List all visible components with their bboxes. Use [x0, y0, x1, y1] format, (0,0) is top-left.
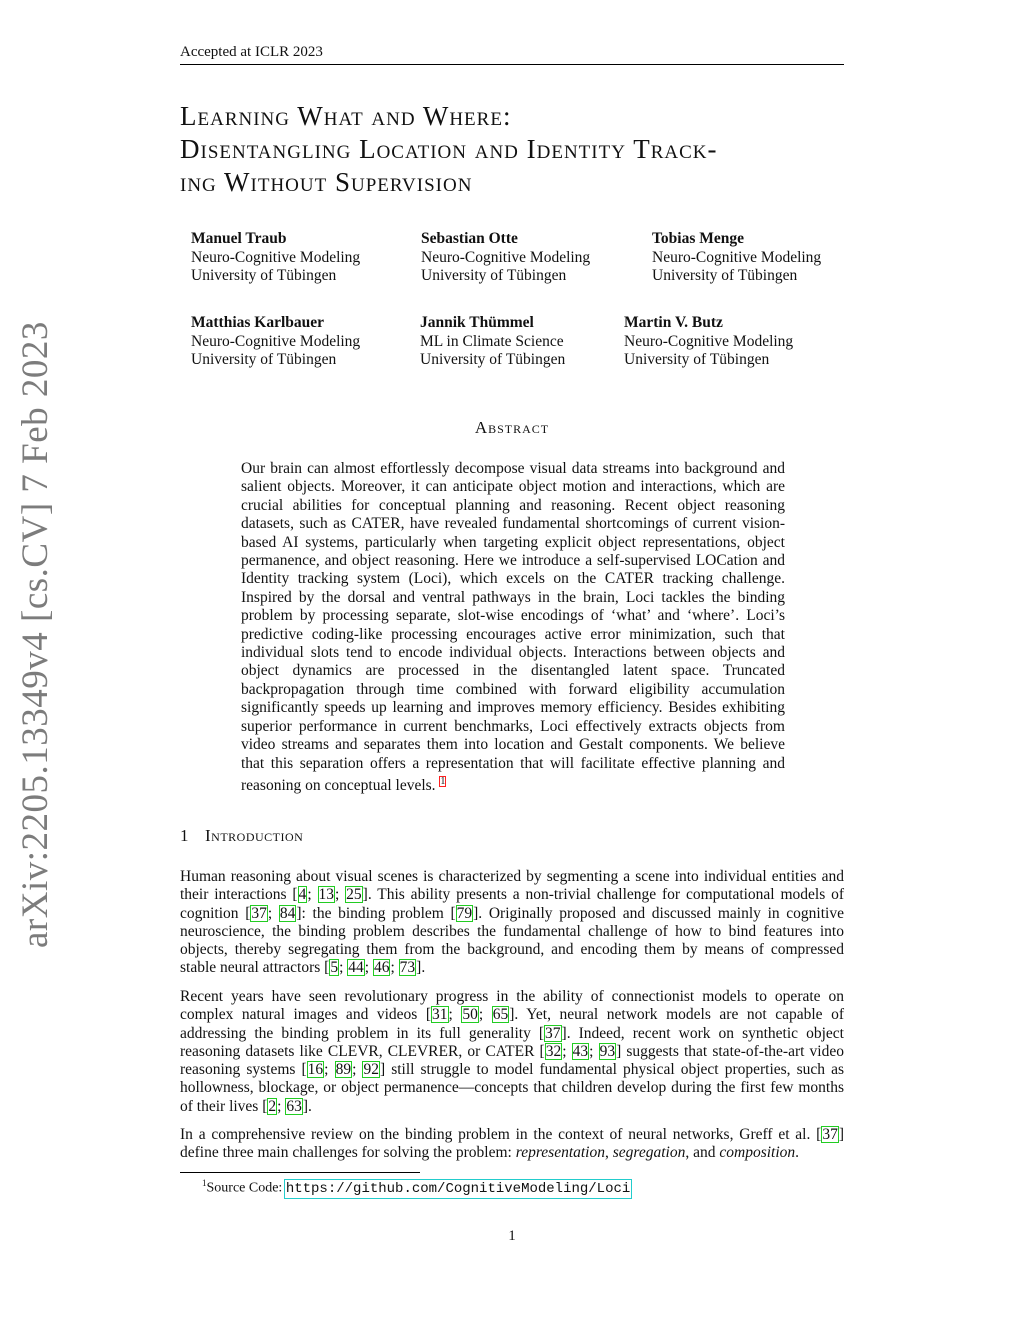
author-name: Matthias Karlbauer: [191, 314, 325, 331]
abstract-text: Our brain can almost effortlessly decompose visual data streams into background and salient objects. Moreover, it can anticipate object motion and interactions, which are crucial abilities for conceptual planning and reasoning. Recent object reasoning datasets, such as CATER, have revealed fundamental shortcomings of current vision-based AI systems, particularly when targeting explicit object representations, object permanence, and object reasoning. Here we introduce a self-supervised LOCation and Identity tracking system (Loci), which excels on the CATER tracking challenge. Inspired by the dorsal and ventral pathways in the brain, Loci tackles the binding problem by processing separate, slot-wise encodings of ‘what’ and ‘where’. Loci’s predictive coding-like processing encourages active error minimization, such that individual slots tend to encode individual objects. Interactions between objects and object dynamics are processed in the disentangled latent space. Truncated backpropagation through time combined with forward eligibility accumulation significantly speeds up learning and improves memory efficiency. Besides exhibiting superior performance in current benchmarks, Loci effectively extracts objects from video streams and separates them into location and Gestalt components. We believe that this separation offers a representation that will facilitate effective planning and reasoning on conceptual levels.: [241, 460, 785, 795]
citation-link[interactable]: 79: [456, 904, 473, 922]
citation-link[interactable]: 16: [307, 1061, 324, 1079]
paragraph-text: ,: [605, 1144, 613, 1162]
citation-link[interactable]: 89: [335, 1061, 352, 1079]
section-title: Introduction: [205, 826, 304, 845]
paragraph-text: Recent years have seen revolutionary progress in the ability of connectionist models to operate on complex natural images and videos [: [180, 988, 844, 1024]
author-name: Tobias Menge: [652, 230, 745, 247]
author-affiliation: Neuro-Cognitive Modeling: [652, 248, 822, 266]
paragraph-text: ] define three main challenges for solving the problem:: [180, 1126, 844, 1162]
author-name: Martin V. Butz: [624, 314, 723, 331]
author-affiliation: Neuro-Cognitive Modeling: [421, 248, 591, 266]
citation-link[interactable]: 43: [572, 1042, 589, 1060]
section-heading: [180, 826, 303, 846]
author-block: [191, 314, 360, 370]
title-line-2: Disentangling Location and Identity Track-: [180, 134, 718, 164]
citation-link[interactable]: 50: [462, 1006, 478, 1024]
author-university: University of Tübingen: [191, 267, 337, 284]
citation-link[interactable]: 84: [279, 904, 296, 922]
paragraph-text: ]. Originally proposed and discussed mainly in cognitive neuroscience, the binding problem describes the fundamental challenge of how to bind features into objects, thereby segregating them from the background, and encoding them by means of compressed stable neural attractors [: [180, 904, 844, 977]
section-number: 1: [180, 826, 189, 845]
paragraph-text: In a comprehensive review on the binding problem in the context of neural networks, Greff et al. [: [180, 1126, 822, 1143]
abstract-body: [241, 460, 785, 795]
paper-title: [180, 100, 860, 199]
citation-link[interactable]: 5: [330, 959, 339, 977]
citation-link[interactable]: 32: [545, 1042, 562, 1060]
author-university: University of Tübingen: [421, 267, 567, 284]
citation-link[interactable]: 93: [599, 1042, 616, 1060]
intro-paragraph-1: Human reasoning about visual scenes is characterized by segmenting a scene into individual entities and their interactions [4; 13; 25]. This ability presents a non-trivial challenge for computational models of cognition [37; 84]: the binding problem [79]. Originally proposed and discussed mainly in cognitive neuroscience, the binding problem describes the fundamental challenge of how to bind features into objects, thereby segregating them from the background, and encoding them by means of compressed stable neural attractors [5; 44; 46; 73].: [180, 868, 845, 977]
citation-link[interactable]: 13: [318, 886, 334, 904]
citation-link[interactable]: 37: [251, 904, 267, 922]
page-number: 1: [508, 1228, 516, 1244]
author-block: [191, 230, 360, 286]
paragraph-text: ] suggests that state-of-the-art video reasoning systems [: [180, 1042, 844, 1079]
author-block: [652, 230, 821, 286]
intro-paragraph-2: Recent years have seen revolutionary progress in the ability of connectionist models to operate on complex natural images and videos [31; 50; 65]. Yet, neural network models are not capable of addressing the binding problem in its full generality [37]. Indeed, recent work on synthetic object reasoning datasets like CLEVR, CLEVRER, or CATER [32; 43; 93] suggests that state-of-the-art video reasoning systems [16; 89; 92] still struggle to model fundamental physical object properties, such as hollowness, blockage, or object permanence—concepts that children develop during the first few months of their lives [2; 63].: [180, 988, 845, 1115]
author-name: Sebastian Otte: [421, 230, 518, 247]
header-rule: [180, 64, 844, 65]
citation-link[interactable]: 44: [348, 959, 364, 977]
footnote-label: Source Code:: [206, 1180, 286, 1196]
citation-link[interactable]: 2: [268, 1097, 277, 1115]
author-affiliation: Neuro-Cognitive Modeling: [624, 332, 794, 350]
author-affiliation: Neuro-Cognitive Modeling: [191, 248, 361, 266]
paragraph-text: ].: [416, 959, 426, 977]
paragraph-text: Human reasoning about visual scenes is characterized by segmenting a scene into individual entities and their interactions [: [180, 868, 844, 904]
source-code-link[interactable]: https://github.com/CognitiveModeling/Loci: [285, 1180, 631, 1197]
emphasis-term: composition: [719, 1144, 796, 1162]
citation-link[interactable]: 63: [286, 1097, 302, 1115]
author-university: University of Tübingen: [652, 267, 798, 284]
author-block: [420, 314, 565, 370]
footnote: [202, 1178, 630, 1197]
title-line-1: Learning What and Where:: [180, 101, 512, 131]
author-university: University of Tübingen: [191, 351, 337, 368]
paragraph-text: ].: [302, 1097, 312, 1115]
author-name: Jannik Thümmel: [420, 314, 534, 331]
emphasis-term: representation: [515, 1144, 605, 1162]
emphasis-term: segregation: [612, 1144, 686, 1162]
author-university: University of Tübingen: [420, 351, 566, 368]
author-affiliation: Neuro-Cognitive Modeling: [191, 332, 361, 350]
author-affiliation: ML in Climate Science: [420, 332, 564, 350]
citation-link[interactable]: 92: [363, 1061, 379, 1079]
author-name: Manuel Traub: [191, 230, 287, 247]
citation-link[interactable]: 31: [432, 1006, 448, 1024]
paragraph-text: .: [795, 1144, 800, 1162]
citation-link[interactable]: 46: [373, 959, 390, 977]
citation-link[interactable]: 37: [822, 1126, 838, 1143]
intro-paragraph-3: [180, 1126, 844, 1163]
paragraph-text: , and: [685, 1144, 720, 1162]
paragraph-text: ]. Yet, neural network models are not capable of addressing the binding problem in its full generality [: [180, 1006, 845, 1042]
citation-link[interactable]: 37: [545, 1024, 561, 1042]
author-block: [421, 230, 590, 286]
paragraph-text: ]: the binding problem [: [296, 904, 456, 922]
arxiv-sidebar-id: arXiv:2205.13349v4 [cs.CV] 7 Feb 2023: [15, 321, 56, 948]
author-block: [624, 314, 793, 370]
author-university: University of Tübingen: [624, 351, 770, 368]
citation-link[interactable]: 65: [492, 1006, 509, 1024]
citation-link[interactable]: 4: [298, 886, 307, 904]
venue-header: Accepted at ICLR 2023: [180, 44, 323, 60]
citation-link[interactable]: 73: [399, 959, 416, 977]
footnote-rule: [180, 1172, 420, 1173]
paragraph-text: ]. This ability presents a non-trivial challenge for computational models of cognition [: [180, 886, 845, 922]
footnote-number: 1: [202, 1178, 207, 1188]
title-line-3: ing Without Supervision: [180, 167, 473, 197]
paragraph-text: ] still struggle to model fundamental physical object properties, such as hollowness, blockage, or object permanence—concepts that children develop during the first few months of their lives [: [180, 1061, 845, 1115]
abstract-heading: Abstract: [474, 418, 550, 437]
paragraph-text: ]. Indeed, recent work on synthetic object reasoning datasets like CLEVR, CLEVRER, or CATER [: [180, 1024, 844, 1060]
citation-link[interactable]: 25: [346, 886, 362, 904]
footnote-link[interactable]: 1: [440, 775, 446, 787]
